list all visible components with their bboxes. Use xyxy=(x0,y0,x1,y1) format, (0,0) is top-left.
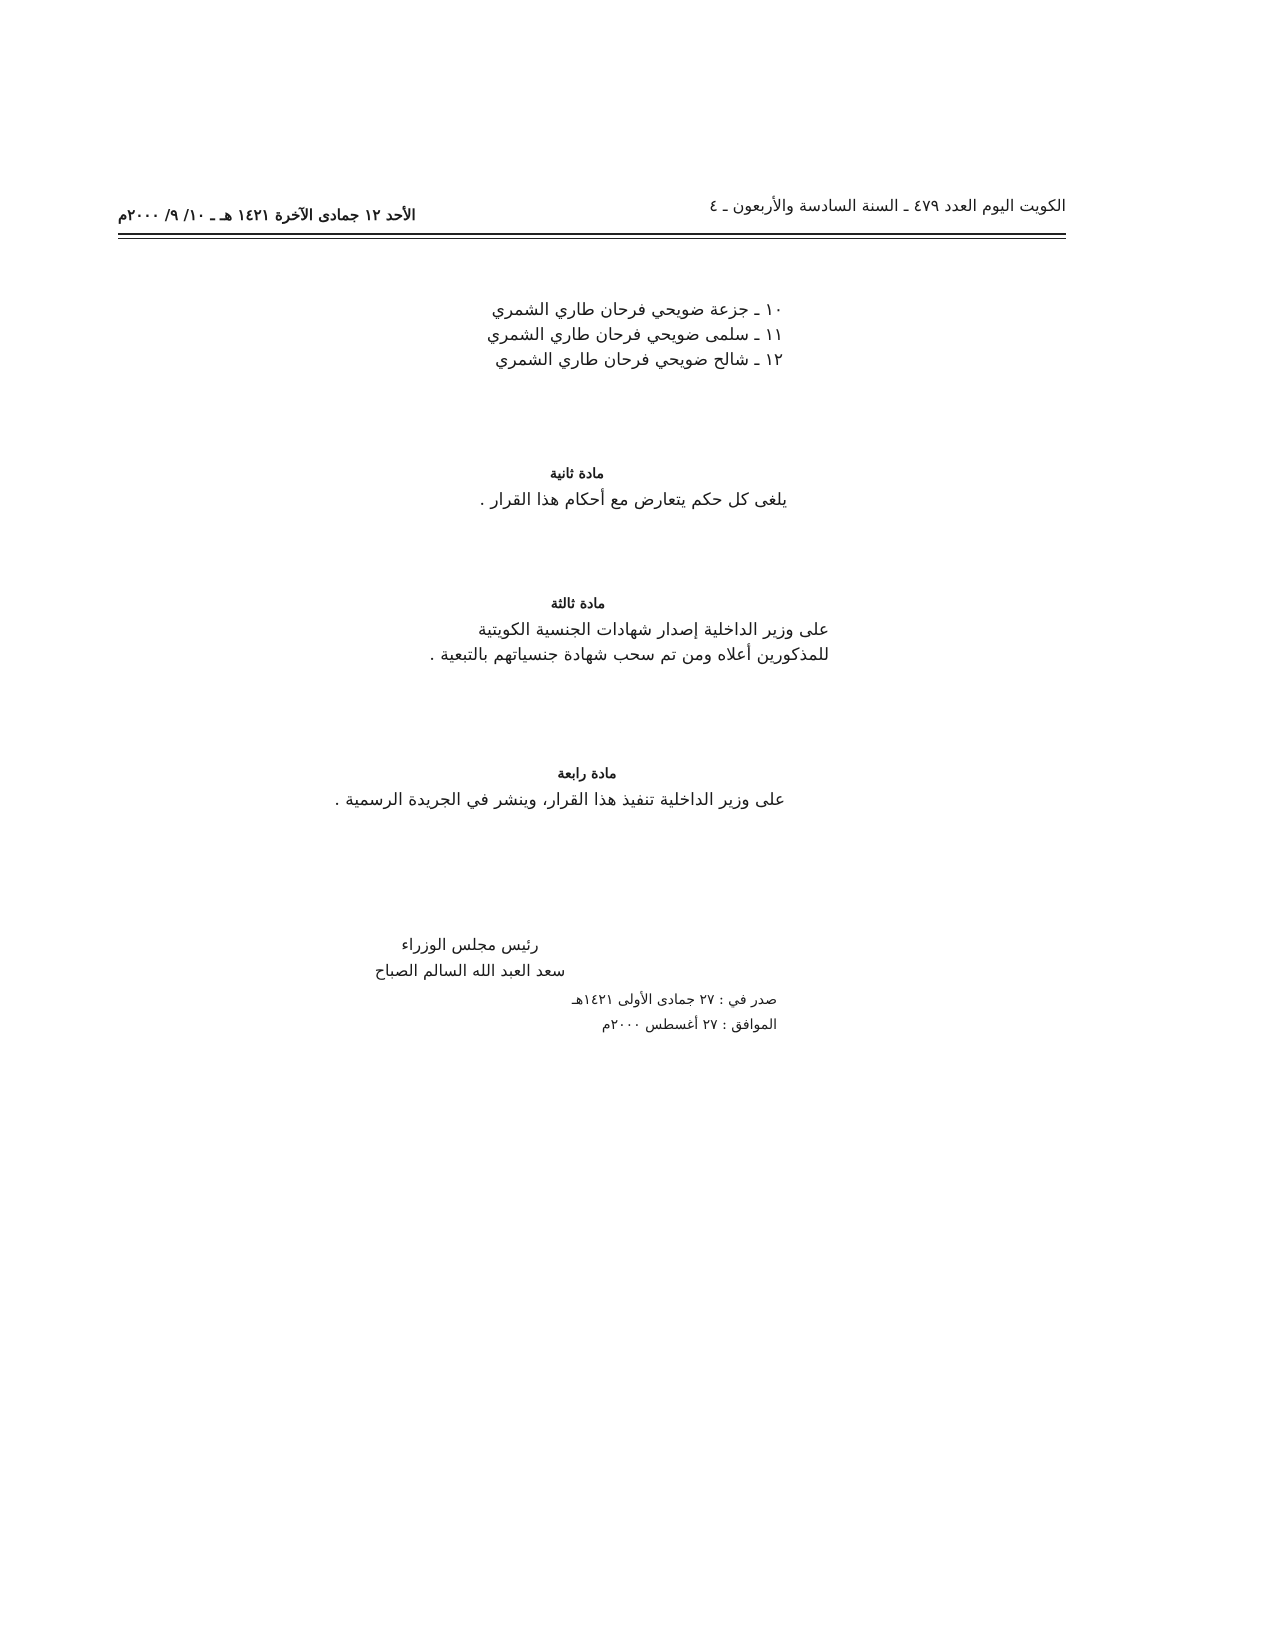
article-2-title: مادة ثانية xyxy=(550,466,604,482)
article-4-body: على وزير الداخلية تنفيذ هذا القرار، وينشر في الجريدة الرسمية . xyxy=(334,790,785,810)
list-item: ١٠ ـ جزعة ضويحي فرحان طاري الشمري xyxy=(491,300,783,320)
gazette-issue-info: الكويت اليوم العدد ٤٧٩ ـ السنة السادسة والأربعون ـ ٤ xyxy=(709,196,1066,215)
list-item: ١٢ ـ شالح ضويحي فرحان طاري الشمري xyxy=(495,350,783,370)
article-2-body: يلغى كل حكم يتعارض مع أحكام هذا القرار . xyxy=(479,490,787,510)
names-list xyxy=(487,298,783,373)
page-header xyxy=(118,196,1066,226)
article-3-line-2: للمذكورين أعلاه ومن تم سحب شهادة جنسياتهم بالتبعية . xyxy=(429,645,829,665)
article-3-body xyxy=(349,618,829,668)
signature-block xyxy=(340,932,600,984)
issue-dates xyxy=(572,988,777,1038)
header-rule-thick xyxy=(118,233,1066,235)
article-4-title: مادة رابعة xyxy=(557,766,617,782)
article-3-title: مادة ثالثة xyxy=(550,596,606,612)
gazette-date: الأحد ١٢ جمادى الآخرة ١٤٢١ هـ ـ ١٠/ ٩/ ٢٠٠٠م xyxy=(118,206,416,224)
issue-date-gregorian: الموافق : ٢٧ أغسطس ٢٠٠٠م xyxy=(601,1017,777,1033)
article-3-line-1: على وزير الداخلية إصدار شهادات الجنسية الكويتية xyxy=(478,620,829,640)
issue-date-hijri: صدر في : ٢٧ جمادى الأولى ١٤٢١هـ xyxy=(571,992,777,1008)
signatory-name: سعد العبد الله السالم الصباح xyxy=(374,961,566,980)
header-rule-thin xyxy=(118,238,1066,239)
signatory-role: رئيس مجلس الوزراء xyxy=(401,935,539,954)
list-item: ١١ ـ سلمى ضويحي فرحان طاري الشمري xyxy=(486,325,783,345)
